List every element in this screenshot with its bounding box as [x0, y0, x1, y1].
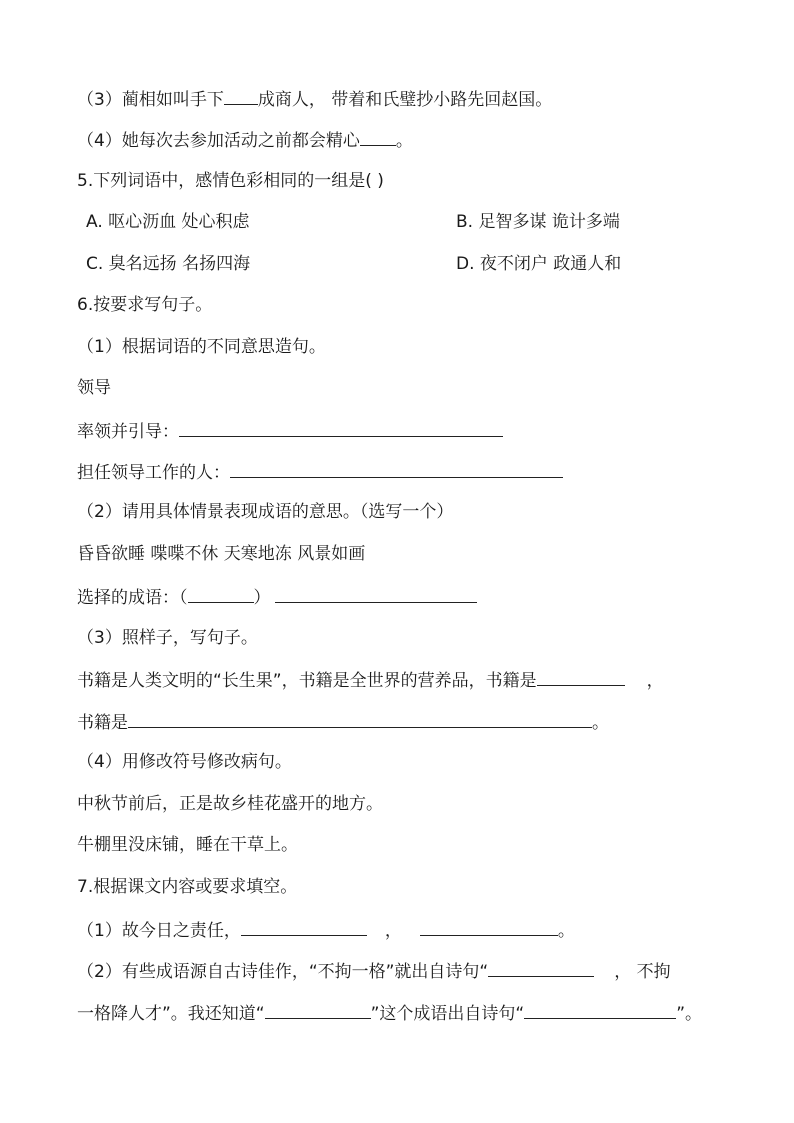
q6-sub1-meaning1-label: 率领并引导：: [77, 422, 179, 442]
q7-sub2-line1: [77, 958, 671, 984]
q6-sub4-sentence2: 牛棚里没床铺，睡在干草上。: [77, 835, 298, 855]
q6-sub1-title: （1）根据词语的不同意思造句。: [77, 337, 326, 357]
q4-item3: [77, 86, 552, 112]
q4-item4-text-b: 。: [395, 131, 413, 151]
q4-item3-text-a: （3）蔺相如叫手下: [77, 90, 224, 110]
q7-sub1-blank1[interactable]: [241, 917, 367, 936]
q7-sub2-text-d: ”这个成语出自诗句“: [370, 1004, 525, 1024]
q5-title: 5.下列词语中，感情色彩相同的一组是( ): [77, 171, 384, 191]
q4-item4-text-a: （4）她每次去参加活动之前都会精心: [77, 131, 360, 151]
q4-item3-text-b: 成商人， 带着和氏璧抄小路先回赵国。: [257, 90, 553, 110]
q6-sub3-blank2[interactable]: [128, 709, 592, 728]
q6-sub2-choose-text-b: ）: [253, 588, 271, 608]
q7-sub1: [77, 917, 575, 943]
q7-sub2-blank2[interactable]: [265, 1000, 371, 1019]
q6-sub2-idioms: 昏昏欲睡 喋喋不休 天寒地冻 风景如画: [77, 544, 366, 564]
q7-title: 7.根据课文内容或要求填空。: [77, 877, 298, 897]
q6-sub3-blank1[interactable]: [537, 667, 625, 686]
q6-sub2-choose-text-a: 选择的成语：（: [77, 588, 188, 608]
q6-sub3-sentence-b: ，: [646, 671, 664, 691]
q6-sub4-sentence1: 中秋节前后，正是故乡桂花盛开的地方。: [77, 794, 383, 814]
q6-sub1-meaning1-blank[interactable]: [179, 418, 503, 437]
q6-sub3-sentence-c: 书籍是: [77, 713, 128, 733]
q6-sub1-meaning2-label: 担任领导工作的人：: [77, 463, 230, 483]
q6-sub2-scene-blank[interactable]: [275, 584, 477, 603]
q4-item3-blank[interactable]: [224, 86, 258, 105]
q6-sub3-sentence-d: 。: [592, 713, 609, 733]
q7-sub1-text-b: ，: [384, 921, 402, 941]
q6-sub3-title: （3）照样子，写句子。: [77, 628, 258, 648]
q6-sub2-idiom-blank[interactable]: [188, 584, 254, 603]
q6-sub3-sentence-line2: [77, 709, 609, 735]
q7-sub2-blank1[interactable]: [488, 958, 594, 977]
q7-sub1-text-c: 。: [557, 921, 575, 941]
q7-sub2-blank3[interactable]: [524, 1000, 676, 1019]
q7-sub2-text-c: 一格降人才”。我还知道“: [77, 1004, 265, 1024]
q4-item4-blank[interactable]: [360, 127, 396, 146]
q6-sub2-title: （2）请用具体情景表现成语的意思。（选写一个）: [77, 502, 454, 522]
q6-sub3-sentence-line1: [77, 667, 664, 693]
q6-sub2-choose: [77, 584, 477, 610]
q6-sub1-word: 领导: [77, 378, 111, 398]
q5-option-a[interactable]: A. 呕心沥血 处心积虑: [86, 212, 250, 232]
q7-sub1-text-a: （1）故今日之责任，: [77, 921, 241, 941]
q7-sub1-blank2[interactable]: [420, 917, 558, 936]
q6-sub4-title: （4）用修改符号修改病句。: [77, 752, 292, 772]
q6-sub1-meaning1: [77, 418, 503, 444]
q7-sub2-line2: [77, 1000, 702, 1026]
q7-sub2-text-a: （2）有些成语源自古诗佳作，“不拘一格”就出自诗句“: [77, 962, 489, 982]
q6-sub1-meaning2-blank[interactable]: [230, 459, 563, 478]
q6-sub1-meaning2: [77, 459, 563, 485]
q7-sub2-text-b: ， 不拘: [614, 962, 671, 982]
q4-item4: [77, 127, 413, 153]
q5-option-c[interactable]: C. 臭名远扬 名扬四海: [86, 254, 251, 274]
q6-title: 6.按要求写句子。: [77, 295, 213, 315]
q5-option-b[interactable]: B. 足智多谋 诡计多端: [456, 212, 620, 232]
q6-sub3-sentence-a: 书籍是人类文明的“长生果”，书籍是全世界的营养品，书籍是: [77, 671, 537, 691]
q7-sub2-text-e: ”。: [676, 1004, 703, 1024]
q5-option-d[interactable]: D. 夜不闭户 政通人和: [456, 254, 622, 274]
